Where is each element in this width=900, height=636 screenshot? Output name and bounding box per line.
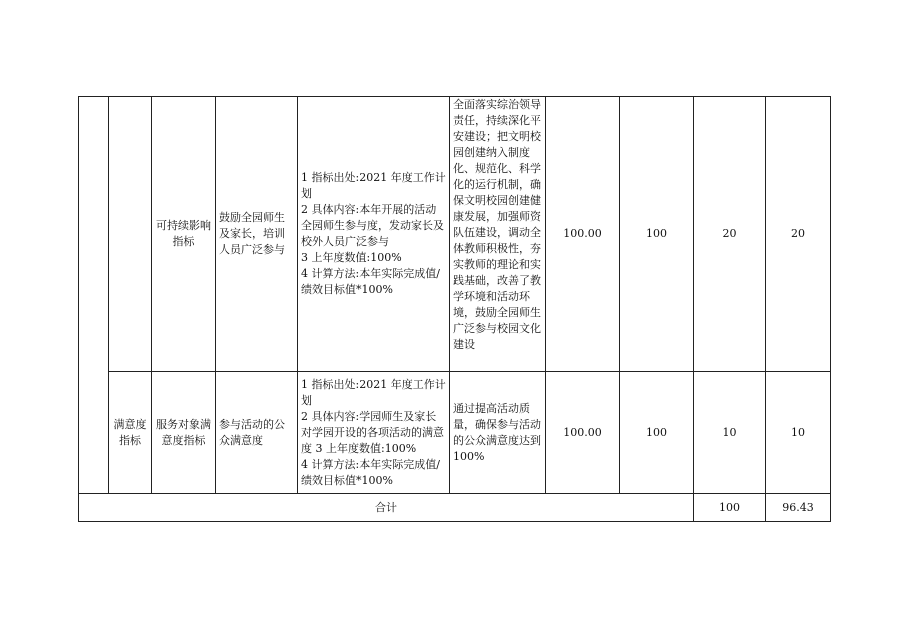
target-value-cell: 100 (620, 372, 694, 494)
target-value-cell: 100 (620, 97, 694, 372)
actual-value-cell: 100.00 (546, 97, 620, 372)
weight-cell: 10 (694, 372, 766, 494)
analysis-cell: 通过提高活动质量，确保参与活动的公众满意度达到 100% (450, 372, 546, 494)
total-row (79, 494, 831, 522)
actual-value-cell: 100.00 (546, 372, 620, 494)
level3-cell: 服务对象满意度指标 (152, 372, 216, 494)
total-label: 合计 (79, 494, 694, 522)
level3-cell: 可持续影响指标 (152, 97, 216, 372)
total-score: 96.43 (766, 494, 831, 522)
score-cell: 10 (766, 372, 831, 494)
total-weight: 100 (694, 494, 766, 522)
description-cell: 1 指标出处:2021 年度工作计划 2 具体内容:本年开展的活动全园师生参与度，发动家长及校外人员广泛参与 3 上年度数值:100% 4 计算方法:本年实际完成值/绩效目标值*100% (298, 97, 450, 372)
performance-table (78, 96, 831, 522)
weight-cell: 20 (694, 97, 766, 372)
level1-cell (79, 97, 109, 494)
level2-cell: 满意度指标 (109, 372, 152, 494)
indicator-cell: 鼓励全园师生及家长，培训人员广泛参与 (216, 97, 298, 372)
level2-cell (109, 97, 152, 372)
table-row (79, 372, 831, 494)
indicator-cell: 参与活动的公众满意度 (216, 372, 298, 494)
table-row (79, 97, 831, 372)
analysis-cell: 全面落实综治领导责任，持续深化平安建设；把文明校园创建纳入制度化、规范化、科学化的运行机制，确保文明校园创建健康发展，加强师资队伍建设，调动全体教师积极性，夯实教师的理论和实践基础，改善了教学环境和活动环境，鼓励全园师生广泛参与校园文化建设 (450, 97, 546, 372)
description-cell: 1 指标出处:2021 年度工作计划 2 具体内容:学园师生及家长对学园开设的各项活动的满意度 3 上年度数值:100% 4 计算方法:本年实际完成值/绩效目标值*100% (298, 372, 450, 494)
score-cell: 20 (766, 97, 831, 372)
